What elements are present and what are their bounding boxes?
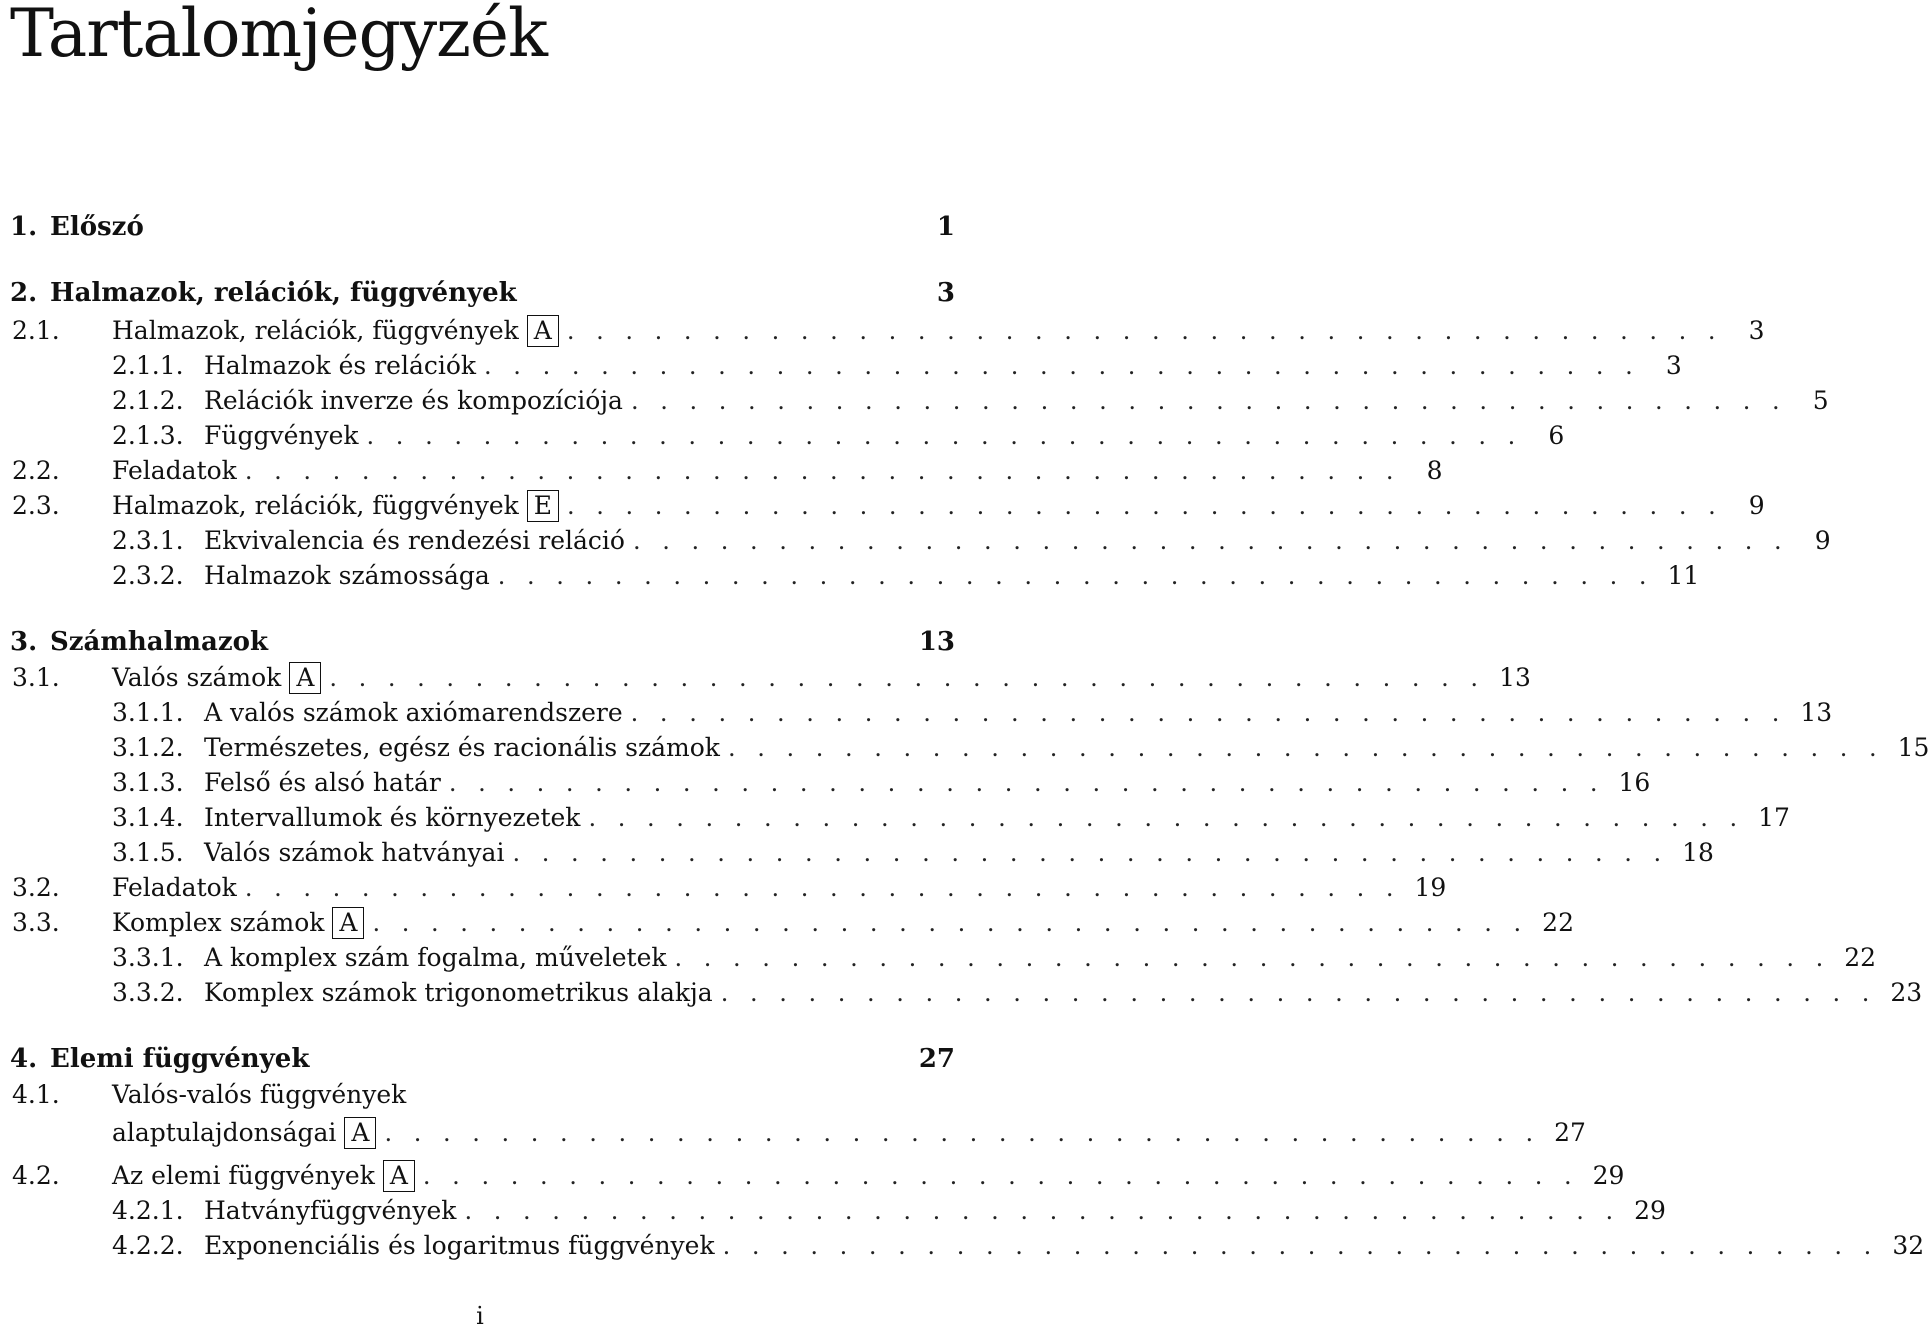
dot-leader: . . . . . . . . . . . . . . . . . . . . . . . . . . . . . . . . . . . . . . . . (464, 1197, 1621, 1225)
entry-number: 2.3.2. (112, 561, 184, 590)
dot-leader: . . . . . . . . . . . . . . . . . . . . . . . . . . . . . . . . . . . . . . . . (329, 664, 1486, 692)
chapter-page-number: 3 (936, 278, 955, 308)
entry-label: Természetes, egész és racionális számok (204, 733, 720, 762)
entry-badge: A (527, 315, 559, 347)
dot-leader: . . . . . . . . . . . . . . . . . . . . . . . . . . . . . . . . . . . . . . . . (512, 839, 1669, 867)
toc-entry[interactable] (112, 420, 1565, 452)
chapter-page-number: 1 (936, 212, 955, 242)
toc-entry[interactable] (12, 1160, 1625, 1192)
page-title: Tartalomjegyzék (10, 0, 547, 72)
entry-number: 2.1.2. (112, 386, 184, 415)
entry-number: 2.3. (12, 491, 60, 520)
entry-label: Komplex számok trigonometrikus alakja (204, 978, 713, 1007)
dot-leader: . . . . . . . . . . . . . . . . . . . . . . . . . . . . . . . . . . . . . . . . (567, 492, 1723, 520)
entry-page-number: 23 (1890, 978, 1923, 1007)
entry-number: 3.2. (12, 873, 60, 902)
toc-entry[interactable] (112, 1195, 1666, 1227)
chapter-label: Számhalmazok (50, 627, 269, 657)
dot-leader: . . . . . . . . . . . . . . . . . . . . . . . . . . . . . . . . . . . . . . . . (484, 352, 1640, 380)
dot-leader: . . . . . . . . . . . . . . . . . . . . . . . . . . . . . . . . . . . . . . . . (630, 699, 1787, 727)
toc-entry[interactable] (112, 802, 1790, 834)
entry-number: 3.1.5. (112, 838, 184, 867)
entry-number: 2.1.3. (112, 421, 184, 450)
entry-page-number: 5 (1812, 386, 1829, 415)
entry-label: Függvények (204, 421, 359, 450)
entry-number: 4.1. (12, 1080, 60, 1109)
entry-page-number: 17 (1758, 803, 1790, 832)
entry-label: Halmazok, relációk, függvények (112, 316, 519, 345)
entry-number: 3.1.4. (112, 803, 184, 832)
chapter-label: Elemi függvények (50, 1044, 310, 1074)
entry-badge: A (332, 907, 364, 939)
chapter-number: 2. (10, 278, 38, 308)
entry-number: 3.3.2. (112, 978, 184, 1007)
entry-badge: A (344, 1117, 376, 1149)
dot-leader: . . . . . . . . . . . . . . . . . . . . . . . . . . . . . . . . . . . . . . . . (366, 422, 1523, 450)
entry-label: Feladatok (112, 456, 237, 485)
entry-page-number: 13 (1499, 663, 1531, 692)
entry-badge: A (289, 662, 321, 694)
entry-page-number: 11 (1667, 561, 1700, 590)
chapter-label: Előszó (50, 212, 144, 242)
entry-page-number: 32 (1892, 1231, 1925, 1260)
dot-leader: . . . . . . . . . . . . . . . . . . . . . . . . . . . . . . . . . . . . . . . . (720, 979, 1877, 1007)
footer-page-number: i (476, 1302, 484, 1330)
toc-entry[interactable] (12, 662, 1531, 694)
toc-chapter[interactable] (10, 1043, 955, 1075)
entry-page-number: 16 (1618, 768, 1651, 797)
entry-page-number: 3 (1748, 316, 1765, 345)
entry-number: 3.3. (12, 908, 60, 937)
entry-label: Halmazok és relációk (204, 351, 477, 380)
dot-leader: . . . . . . . . . . . . . . . . . . . . . . . . . . . . . . . . . . . . . . . . (422, 1162, 1579, 1190)
entry-number: 4.2. (12, 1161, 60, 1190)
entry-page-number: 29 (1634, 1196, 1666, 1225)
entry-page-number: 6 (1548, 421, 1565, 450)
entry-label: Valós számok hatványai (204, 838, 505, 867)
chapter-page-number: 13 (918, 627, 955, 657)
dot-leader: . . . . . . . . . . . . . . . . . . . . . . . . . . . . . . . . . . . . . . . . (244, 457, 1401, 485)
toc-entry[interactable] (112, 942, 1877, 974)
toc-entry[interactable] (112, 1117, 1586, 1149)
toc-entry[interactable] (112, 697, 1833, 729)
chapter-label: Halmazok, relációk, függvények (50, 278, 517, 308)
entry-label: Komplex számok (112, 908, 325, 937)
entry-number: 2.1.1. (112, 351, 184, 380)
toc-entry[interactable] (12, 455, 1443, 487)
toc-entry[interactable] (112, 525, 1831, 557)
entry-badge: A (383, 1160, 415, 1192)
chapter-page-number: 27 (918, 1044, 955, 1074)
toc-entry[interactable] (12, 490, 1765, 522)
entry-label: Feladatok (112, 873, 237, 902)
entry-badge: E (527, 490, 559, 522)
toc-chapter[interactable] (10, 211, 955, 243)
entry-page-number: 22 (1844, 943, 1877, 972)
dot-leader: . . . . . . . . . . . . . . . . . . . . . . . . . . . . . . . . . . . . . . . . (566, 317, 1723, 345)
dot-leader: . . . . . . . . . . . . . . . . . . . . . . . . . . . . . . . . . . . . . . . . (384, 1119, 1541, 1147)
entry-number: 3.1.1. (112, 698, 184, 727)
entry-label: Halmazok számossága (204, 561, 490, 590)
entry-page-number: 9 (1814, 526, 1831, 555)
entry-label: Valós számok (112, 663, 282, 692)
entry-page-number: 19 (1414, 873, 1447, 902)
dot-leader: . . . . . . . . . . . . . . . . . . . . . . . . . . . . . . . . . . . . . . . . (727, 734, 1884, 762)
entry-number: 2.1. (12, 316, 60, 345)
entry-label: Ekvivalencia és rendezési reláció (204, 526, 625, 555)
toc-entry[interactable] (112, 977, 1923, 1009)
entry-page-number: 8 (1426, 456, 1443, 485)
dot-leader: . . . . . . . . . . . . . . . . . . . . . . . . . . . . . . . . . . . . . . . . (448, 769, 1605, 797)
entry-page-number: 13 (1800, 698, 1833, 727)
entry-label: Valós-valós függvények (112, 1080, 407, 1109)
dot-leader: . . . . . . . . . . . . . . . . . . . . . . . . . . . . . . . . . . . . . . . . (630, 387, 1787, 415)
entry-number: 4.2.1. (112, 1196, 184, 1225)
toc-entry[interactable] (12, 872, 1447, 904)
toc-entry[interactable] (112, 385, 1829, 417)
dot-leader: . . . . . . . . . . . . . . . . . . . . . . . . . . . . . . . . . . . . . . . . (244, 874, 1401, 902)
toc-entry[interactable] (112, 350, 1682, 382)
toc-entry[interactable] (112, 767, 1651, 799)
entry-number: 3.1.2. (112, 733, 184, 762)
chapter-number: 4. (10, 1044, 38, 1074)
entry-label: Felső és alsó határ (204, 768, 441, 797)
toc-entry-first-line[interactable] (12, 1079, 406, 1111)
chapter-number: 1. (10, 212, 38, 242)
toc-entry[interactable] (112, 732, 1929, 764)
toc-entry[interactable] (112, 560, 1700, 592)
toc-entry[interactable] (112, 837, 1714, 869)
entry-label: Intervallumok és környezetek (204, 803, 581, 832)
dot-leader: . . . . . . . . . . . . . . . . . . . . . . . . . . . . . . . . . . . . . . . . (497, 562, 1654, 590)
entry-page-number: 29 (1592, 1161, 1625, 1190)
entry-number: 3.1.3. (112, 768, 184, 797)
chapter-number: 3. (10, 627, 38, 657)
entry-number: 3.3.1. (112, 943, 184, 972)
entry-number: 3.1. (12, 663, 60, 692)
entry-page-number: 15 (1897, 733, 1929, 762)
dot-leader: . . . . . . . . . . . . . . . . . . . . . . . . . . . . . . . . . . . . . . . . (372, 909, 1529, 937)
toc-entry[interactable] (12, 315, 1765, 347)
entry-label: A komplex szám fogalma, műveletek (204, 943, 667, 972)
entry-number: 2.2. (12, 456, 60, 485)
dot-leader: . . . . . . . . . . . . . . . . . . . . . . . . . . . . . . . . . . . . . . . . (722, 1232, 1879, 1260)
entry-page-number: 9 (1748, 491, 1765, 520)
entry-number: 4.2.2. (112, 1231, 184, 1260)
entry-page-number: 18 (1682, 838, 1714, 867)
entry-page-number: 22 (1542, 908, 1574, 937)
toc-chapter[interactable] (10, 277, 955, 309)
dot-leader: . . . . . . . . . . . . . . . . . . . . . . . . . . . . . . . . . . . . . . . . (588, 804, 1745, 832)
entry-label: A valós számok axiómarendszere (204, 698, 623, 727)
toc-chapter[interactable] (10, 626, 955, 658)
dot-leader: . . . . . . . . . . . . . . . . . . . . . . . . . . . . . . . . . . . . . . . . (674, 944, 1831, 972)
entry-page-number: 3 (1665, 351, 1682, 380)
toc-entry[interactable] (112, 1230, 1925, 1262)
entry-label: Hatványfüggvények (204, 1196, 457, 1225)
toc-entry[interactable] (12, 907, 1574, 939)
entry-label: Exponenciális és logaritmus függvények (204, 1231, 715, 1260)
entry-number: 2.3.1. (112, 526, 184, 555)
entry-label-continued: alaptulajdonságai (112, 1118, 337, 1147)
entry-page-number: 27 (1554, 1118, 1586, 1147)
dot-leader: . . . . . . . . . . . . . . . . . . . . . . . . . . . . . . . . . . . . . . . . (632, 527, 1789, 555)
entry-label: Relációk inverze és kompozíciója (204, 386, 623, 415)
entry-label: Az elemi függvények (112, 1161, 375, 1190)
entry-label: Halmazok, relációk, függvények (112, 491, 519, 520)
